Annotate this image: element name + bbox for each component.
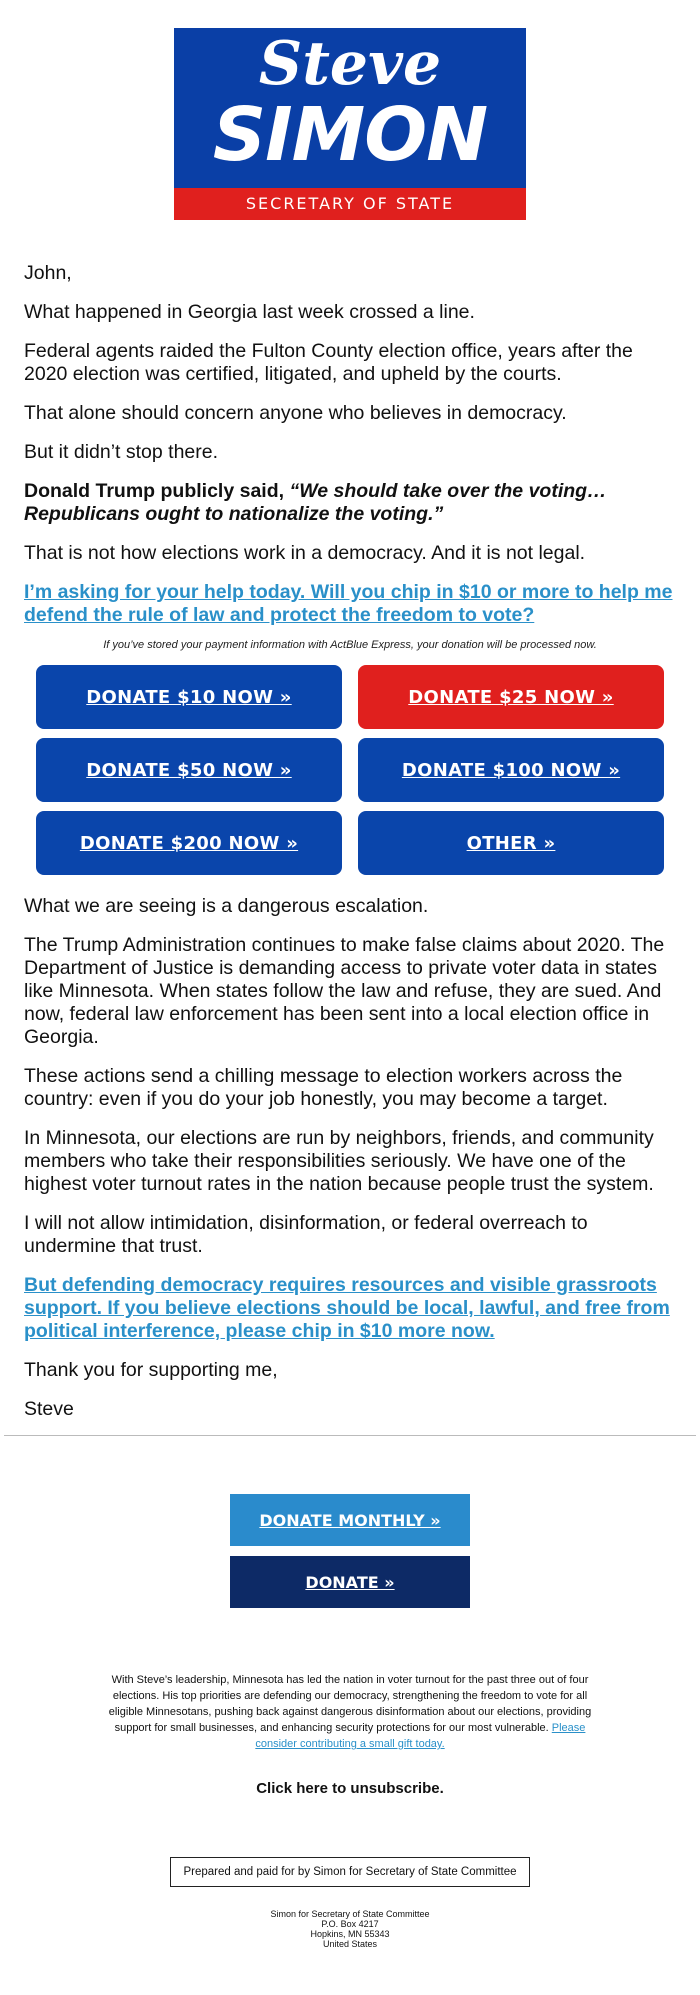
footer-divider	[4, 1435, 696, 1436]
logo-first-name: Steve	[258, 29, 442, 99]
logo-last-name: SIMON	[212, 92, 488, 178]
donate-200-button[interactable]: DONATE $200 NOW »	[36, 811, 342, 875]
donate-50-button[interactable]: DONATE $50 NOW »	[36, 738, 342, 802]
header-logo-wrap	[0, 0, 700, 220]
paragraph-1: What happened in Georgia last week crossed a line.	[24, 301, 475, 323]
donate-10-button[interactable]: DONATE $10 NOW »	[36, 665, 342, 729]
campaign-logo	[174, 28, 526, 220]
paragraph-6: That is not how elections work in a democracy. And it is not legal.	[24, 542, 586, 564]
bio-contribute-link[interactable]: Please consider contributing a small gift today.	[255, 1722, 586, 1750]
paragraph-2: Federal agents raided the Fulton County election office, years after the 2020 election was certified, litigated, and upheld by the courts.	[24, 340, 633, 385]
donate-button-grid	[36, 665, 664, 875]
mailing-address	[0, 1909, 700, 1949]
donate-button[interactable]: DONATE »	[230, 1556, 470, 1608]
unsubscribe-link[interactable]: Click here to unsubscribe.	[256, 1780, 444, 1797]
footer-buttons	[0, 1494, 700, 1608]
footer-bio	[100, 1672, 600, 1752]
letter-body	[0, 262, 700, 1421]
paragraph-9: These actions send a chilling message to election workers across the country: even if you do your job honestly, you may become a target.	[24, 1065, 623, 1110]
address-line-4: United States	[322, 1939, 378, 1949]
donate-25-button[interactable]: DONATE $25 NOW »	[358, 665, 664, 729]
bio-text: With Steve’s leadership, Minnesota has led the nation in voter turnout for the past three out of four elections. His top priorities are defending our democracy, strengthening the freedom to vote for all eligible Minnesotans, pushing back against dangerous disinformation about our elections, providing support for small businesses, and enhancing security protections for our most vulnerable.	[108, 1674, 592, 1734]
signature: Steve	[24, 1398, 74, 1420]
address-line-3: Hopkins, MN 55343	[310, 1929, 390, 1939]
logo-title-band: SECRETARY OF STATE	[174, 188, 526, 220]
greeting: John,	[24, 262, 72, 284]
address-line-1: Simon for Secretary of State Committee	[270, 1909, 430, 1919]
donate-monthly-button[interactable]: DONATE MONTHLY »	[230, 1494, 470, 1546]
closing-donation-link[interactable]: But defending democracy requires resources and visible grassroots support. If you believe elections should be local, lawful, and free from political interference, please chip in $10 more now.	[24, 1274, 670, 1342]
paragraph-4: But it didn’t stop there.	[24, 441, 219, 463]
paragraph-11: I will not allow intimidation, disinformation, or federal overreach to undermine that trust.	[24, 1212, 588, 1257]
actblue-express-note: If you’ve stored your payment information with ActBlue Express, your donation will be processed now.	[103, 639, 597, 651]
trump-quote-paragraph	[24, 480, 676, 526]
address-line-2: P.O. Box 4217	[321, 1919, 379, 1929]
donation-ask-link[interactable]: I’m asking for your help today. Will you chip in $10 or more to help me defend the rule of law and protect the freedom to vote?	[24, 581, 673, 626]
paragraph-10: In Minnesota, our elections are run by neighbors, friends, and community members who take their responsibilities seriously. We have one of the highest voter turnout rates in the nation because people trust the system.	[24, 1127, 654, 1195]
paid-for-by-box: Prepared and paid for by Simon for Secretary of State Committee	[170, 1857, 530, 1887]
donate-other-button[interactable]: OTHER »	[358, 811, 664, 875]
paragraph-7: What we are seeing is a dangerous escalation.	[24, 895, 429, 917]
paragraph-3: That alone should concern anyone who believes in democracy.	[24, 402, 567, 424]
quote-text: “We should take over the voting… Republicans ought to nationalize the voting.”	[24, 480, 607, 525]
paragraph-8: The Trump Administration continues to make false claims about 2020. The Department of Justice is demanding access to private voter data in states like Minnesota. When states follow the law and refuse, they are sued. And now, federal law enforcement has been sent into a local election office in Georgia.	[24, 934, 665, 1048]
donate-100-button[interactable]: DONATE $100 NOW »	[358, 738, 664, 802]
quote-lead: Donald Trump publicly said,	[24, 480, 290, 502]
thanks-line: Thank you for supporting me,	[24, 1359, 278, 1381]
